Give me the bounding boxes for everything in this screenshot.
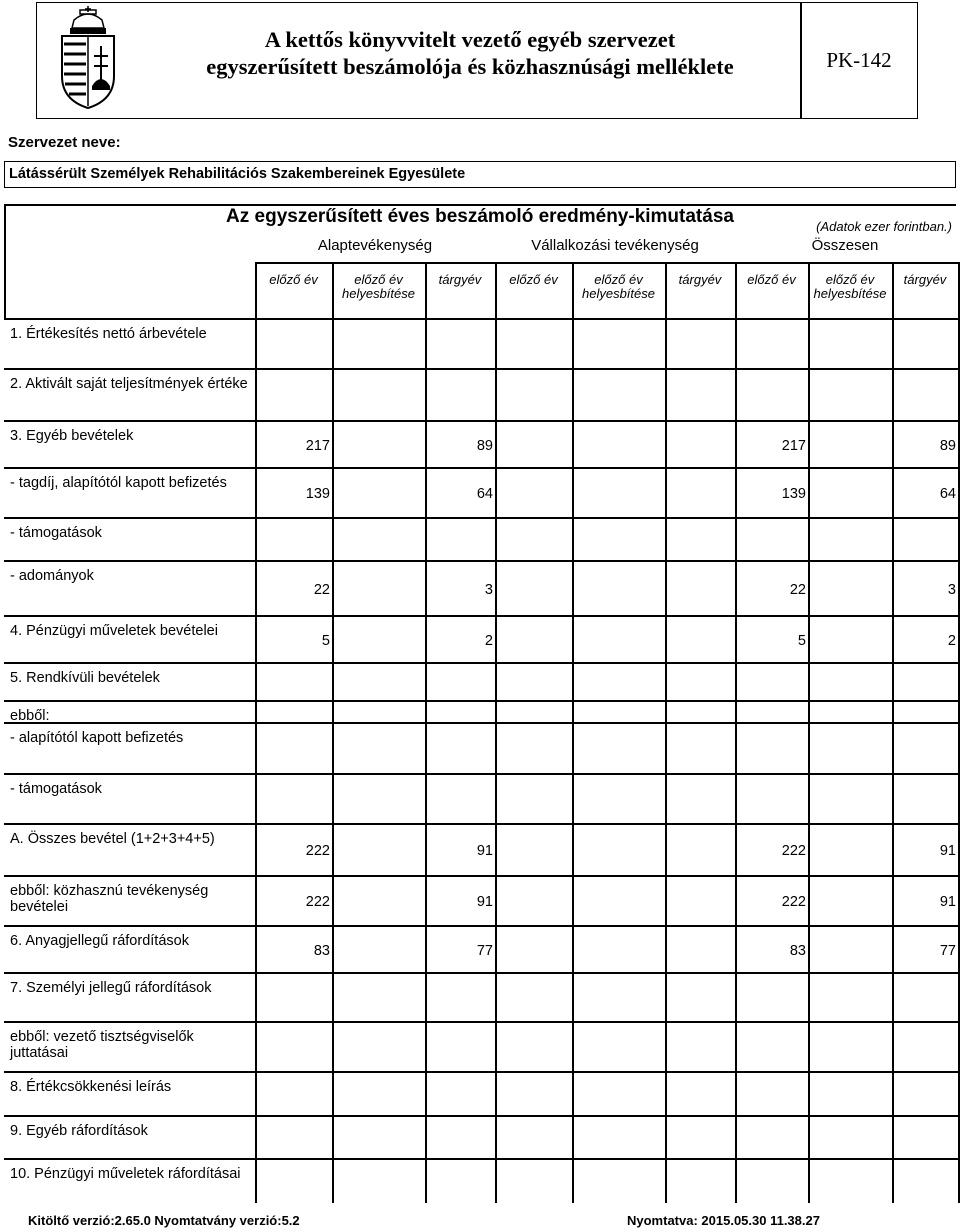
cell-value[interactable]: 77 (939, 942, 956, 959)
row-label: ebből: közhasznú tevékenység bevételei (10, 883, 209, 915)
organization-name: Látássérült Személyek Rehabilitációs Szakembereinek Egyesülete (9, 166, 466, 182)
subheader-prev-year: előző év (269, 272, 318, 287)
footer-print-date: Nyomtatva: 2015.05.30 11.38.27 (627, 1213, 820, 1228)
form-title (140, 26, 800, 80)
row-label: 4. Pénzügyi műveletek bevételei (10, 623, 218, 639)
cell-value[interactable]: 222 (781, 894, 806, 910)
cell-value[interactable]: 91 (939, 843, 956, 859)
organization-field[interactable] (4, 161, 956, 188)
footer-version: Kitöltő verzió:2.65.0 Nyomtatvány verzió:5.2 (28, 1213, 300, 1228)
group-header-basic: Alaptevékenység (317, 237, 433, 254)
row-label: 2. Aktivált saját teljesítmények értéke (10, 376, 248, 392)
row-label: ebből: vezető tisztségviselők juttatásai (10, 1029, 194, 1061)
cell-value[interactable]: 3 (947, 581, 956, 598)
row-label: 1. Értékesítés nettó árbevétele (10, 326, 207, 342)
row-label: A. Összes bevétel (1+2+3+4+5) (10, 831, 215, 847)
row-label: 9. Egyéb ráfordítások (10, 1123, 148, 1139)
hungarian-coat-of-arms-icon (52, 6, 124, 110)
cell-value[interactable]: 222 (305, 843, 330, 859)
row-divider (4, 318, 958, 320)
row-divider (4, 615, 958, 617)
row-divider (4, 662, 958, 664)
row-divider (4, 368, 958, 370)
group-header-total: Összesen (811, 237, 879, 254)
row-label: - alapítótól kapott befizetés (10, 730, 184, 746)
cell-value[interactable]: 64 (939, 486, 956, 502)
cell-value[interactable]: 91 (476, 894, 493, 910)
row-label: - támogatások (10, 525, 102, 541)
form-title-line-1: A kettős könyvvitelt vezető egyéb szervezet (264, 27, 676, 52)
row-divider (4, 1115, 958, 1117)
row-label: - támogatások (10, 781, 102, 797)
row-label: 3. Egyéb bevételek (10, 428, 134, 444)
form-title-line-2: egyszerűsített beszámolója és közhasznúsági melléklete (206, 54, 734, 79)
row-divider (4, 517, 958, 519)
cell-value[interactable]: 3 (484, 581, 493, 598)
row-divider (4, 823, 958, 825)
subheader-current-year: tárgyév (903, 272, 947, 287)
row-divider (4, 972, 958, 974)
cell-value[interactable]: 83 (789, 942, 806, 959)
cell-value[interactable]: 5 (321, 632, 330, 649)
column-divider (255, 262, 257, 1203)
cell-value[interactable]: 89 (939, 437, 956, 454)
row-divider (4, 420, 958, 422)
cell-value[interactable]: 91 (476, 843, 493, 859)
row-label: 6. Anyagjellegű ráfordítások (10, 933, 189, 949)
row-divider (4, 925, 958, 927)
cell-value[interactable]: 89 (476, 437, 493, 454)
subheader-prev-adjustment: előző év helyesbítése (582, 272, 655, 301)
row-label: ebből: (10, 708, 50, 724)
row-label: 10. Pénzügyi műveletek ráfordításai (10, 1166, 241, 1182)
cell-value[interactable]: 83 (313, 942, 330, 959)
row-label: - adományok (10, 568, 94, 584)
column-divider (735, 262, 737, 1203)
cell-value[interactable]: 91 (939, 894, 956, 910)
row-divider (4, 1158, 958, 1160)
column-divider (808, 262, 810, 1203)
table-title: Az egyszerűsített éves beszámoló eredmény-kimutatása (226, 206, 734, 227)
subheader-prev-adjustment: előző év helyesbítése (342, 272, 415, 301)
row-divider (4, 1071, 958, 1073)
cell-value[interactable]: 217 (781, 437, 806, 454)
column-divider (892, 262, 894, 1203)
cell-value[interactable]: 217 (305, 437, 330, 454)
cell-value[interactable]: 5 (797, 632, 806, 649)
cell-value[interactable]: 139 (305, 486, 330, 502)
cell-value[interactable]: 139 (781, 486, 806, 502)
row-label: 5. Rendkívüli bevételek (10, 670, 160, 686)
subheader-current-year: tárgyév (678, 272, 722, 287)
row-label: 7. Személyi jellegű ráfordítások (10, 980, 212, 996)
subheader-current-year: tárgyév (438, 272, 482, 287)
subheader-prev-year: előző év (747, 272, 796, 287)
row-label: 8. Értékcsökkenési leírás (10, 1079, 172, 1095)
cell-value[interactable]: 22 (313, 581, 330, 598)
cell-value[interactable]: 64 (476, 486, 493, 502)
row-divider (4, 875, 958, 877)
column-divider (332, 262, 334, 1203)
subheader-divider (255, 262, 958, 264)
cell-value[interactable]: 2 (484, 632, 493, 649)
column-divider (495, 262, 497, 1203)
unit-note: (Adatok ezer forintban.) (816, 219, 952, 234)
row-divider (4, 700, 958, 702)
cell-value[interactable]: 77 (476, 942, 493, 959)
column-divider (572, 262, 574, 1203)
subheader-prev-year: előző év (509, 272, 558, 287)
organization-label: Szervezet neve: (8, 134, 121, 151)
row-divider (4, 773, 958, 775)
table-left-border (4, 204, 6, 318)
cell-value[interactable]: 2 (947, 632, 956, 649)
row-divider (4, 560, 958, 562)
column-divider (665, 262, 667, 1203)
column-divider (425, 262, 427, 1203)
cell-value[interactable]: 222 (781, 843, 806, 859)
cell-value[interactable]: 222 (305, 894, 330, 910)
group-header-business: Vállalkozási tevékenység (531, 237, 699, 254)
column-divider (958, 262, 960, 1203)
subheader-prev-adjustment: előző év helyesbítése (813, 272, 887, 301)
row-label: - tagdíj, alapítótól kapott befizetés (10, 475, 227, 491)
row-divider (4, 467, 958, 469)
row-divider (4, 1021, 958, 1023)
form-code: PK-142 (826, 48, 892, 72)
cell-value[interactable]: 22 (789, 581, 806, 598)
